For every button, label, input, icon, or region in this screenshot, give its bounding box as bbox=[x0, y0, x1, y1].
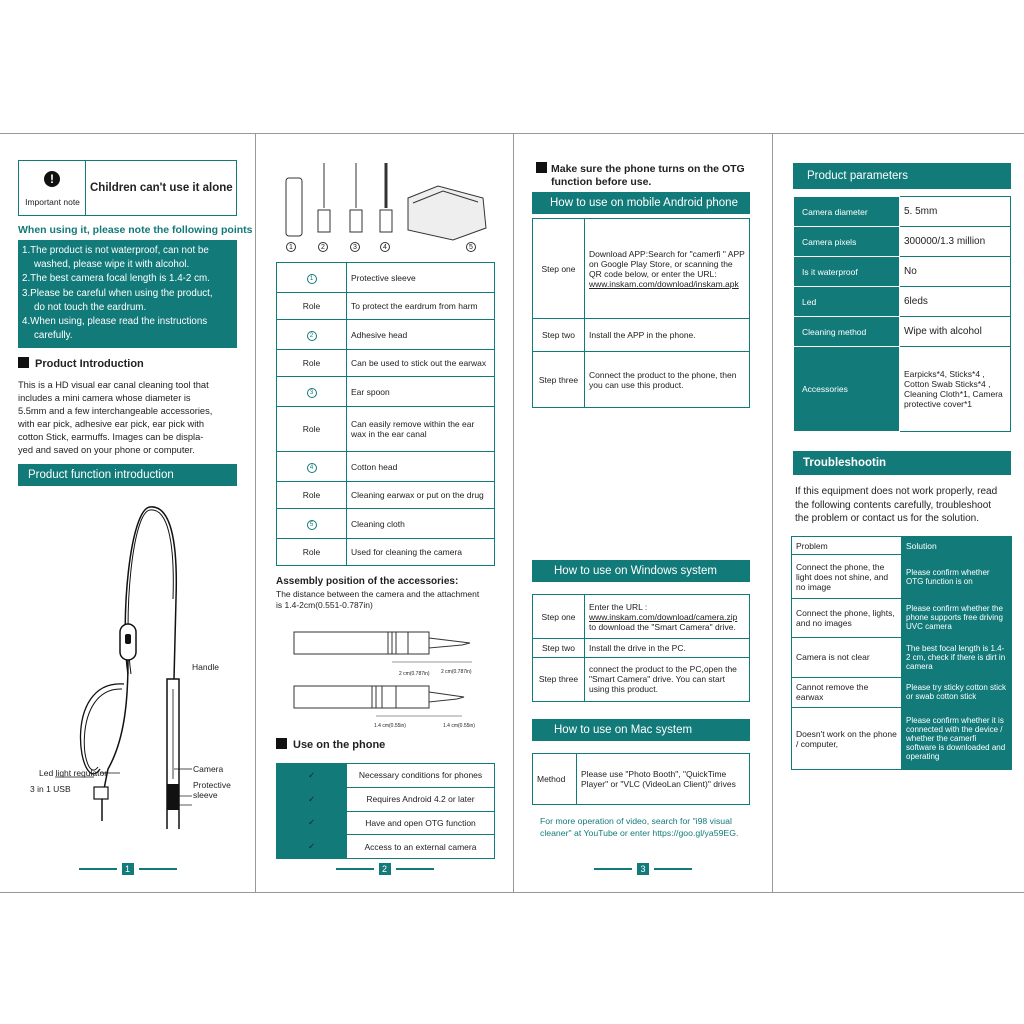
dim-label: 2 cm(0.787in) bbox=[399, 671, 430, 677]
label-handle: Handle bbox=[192, 662, 219, 672]
assembly-heading: Assembly position of the accessories: bbox=[276, 576, 459, 587]
step-label: Step one bbox=[533, 595, 585, 639]
step-text: Install the APP in the phone. bbox=[585, 319, 750, 352]
camera-tip-shape bbox=[167, 784, 179, 810]
param-row bbox=[794, 257, 1011, 287]
step-text: Connect the product to the phone, then you can use this product. bbox=[585, 352, 750, 408]
solution-cell: Please try sticky cotton stick or swab cotton stick bbox=[902, 677, 1012, 708]
accessory-row-value: To protect the eardrum from harm bbox=[347, 293, 495, 320]
accessory-row-value: Cotton head bbox=[347, 451, 495, 481]
param-value: 6leds bbox=[900, 287, 1011, 317]
param-row bbox=[794, 287, 1011, 317]
accessory-row-key bbox=[277, 508, 347, 538]
trouble-intro: If this equipment does not work properly, read the following contents carefully, troubleshoot the problem or contact us for the solution. bbox=[795, 486, 998, 524]
condition-text: Have and open OTG function bbox=[347, 811, 495, 835]
param-value: No bbox=[900, 257, 1011, 287]
accessory-number-row: 1 2 3 4 5 bbox=[286, 242, 496, 254]
label-protective-sleeve: Protective sleeve bbox=[193, 780, 231, 800]
check-icon: ✓ bbox=[277, 787, 347, 811]
warning-icon: ! bbox=[44, 171, 60, 187]
point-line: washed, please wipe it with alcohol. bbox=[34, 259, 190, 271]
bullet-square-icon bbox=[276, 738, 287, 749]
dim-label: 1.4 cm(0.55in) bbox=[374, 723, 406, 729]
param-row bbox=[794, 197, 1011, 227]
trouble-heading: Troubleshootin bbox=[793, 451, 1011, 475]
check-icon: ✓ bbox=[277, 835, 347, 859]
mac-method-text: Please use "Photo Booth", "QuickTime Player" or "VLC (VideoLan Client)" drives bbox=[577, 754, 750, 805]
solution-cell: Please confirm whether it is connected with the device / whether the camerfi software is downloaded and operating bbox=[902, 708, 1012, 770]
solution-cell: The best focal length is 1.4-2 cm, check if there is dirt in camera bbox=[902, 638, 1012, 677]
param-value: Wipe with alcohol bbox=[900, 317, 1011, 347]
windows-steps-table bbox=[532, 594, 750, 702]
trouble-row bbox=[792, 555, 1012, 598]
condition-text: Necessary conditions for phones bbox=[347, 764, 495, 788]
panel-2 bbox=[256, 134, 514, 892]
accessory-row bbox=[277, 451, 495, 481]
trouble-header-row bbox=[792, 537, 1012, 555]
assembly-diagram bbox=[292, 626, 492, 736]
solution-cell: Please confirm whether the phone supports free driving UVC camera bbox=[902, 598, 1012, 637]
point-line: carefully. bbox=[34, 330, 73, 342]
param-value: Earpicks*4, Sticks*4 , Cotton Swab Sticks*4 , Cleaning Cloth*1, Camera protective cover*1 bbox=[900, 347, 1011, 432]
accessory-row-value: Cleaning cloth bbox=[347, 508, 495, 538]
windows-step-row bbox=[533, 639, 750, 658]
problem-cell: Connect the phone, the light does not shine, and no image bbox=[792, 555, 902, 598]
step-label: Step three bbox=[533, 657, 585, 701]
dim-label: 1.4 cm(0.55in) bbox=[443, 723, 475, 729]
accessory-row-value: Can easily remove within the ear wax in the ear canal bbox=[347, 407, 495, 452]
step-text: Enter the URL : www.inskam.com/download/camera.zip to download the "Smart Camera" drive. bbox=[585, 595, 750, 639]
page-number-1: 1 bbox=[0, 860, 255, 878]
accessory-row-key bbox=[277, 451, 347, 481]
condition-row bbox=[277, 835, 495, 859]
apk-download-link[interactable]: www.inskam.com/download/inskam.apk bbox=[589, 278, 739, 289]
accessory-row bbox=[277, 320, 495, 350]
step-text: Install the drive in the PC. bbox=[585, 639, 750, 658]
accessory-number-icon: 5 bbox=[307, 520, 317, 530]
point-line: 2.The best camera focal length is 1.4-2 cm. bbox=[22, 273, 210, 285]
otg-heading: Make sure the phone turns on the OTG function before use. bbox=[536, 162, 745, 189]
accessory-row bbox=[277, 482, 495, 509]
intro-heading: Product Introduction bbox=[18, 357, 144, 370]
trouble-row bbox=[792, 677, 1012, 708]
accessory-row-value: Can be used to stick out the earwax bbox=[347, 350, 495, 377]
accessory-number-icon: 4 bbox=[307, 463, 317, 473]
cleaning-cloth-shape bbox=[408, 186, 486, 240]
accessory-row bbox=[277, 508, 495, 538]
accessory-row bbox=[277, 539, 495, 566]
mac-heading: How to use on Mac system bbox=[532, 719, 750, 741]
problem-cell: Camera is not clear bbox=[792, 638, 902, 677]
accessory-row-key: Role bbox=[277, 293, 347, 320]
children-warning: Children can't use it alone bbox=[90, 182, 233, 194]
panel-1 bbox=[0, 134, 256, 892]
accessory-row-key bbox=[277, 263, 347, 293]
problem-cell: Doesn't work on the phone / computer, bbox=[792, 708, 902, 770]
point-line: do not touch the eardrum. bbox=[34, 301, 147, 313]
android-heading: How to use on mobile Android phone bbox=[532, 192, 750, 214]
points-box bbox=[18, 240, 237, 348]
mac-table bbox=[532, 753, 750, 805]
bullet-square-icon bbox=[18, 357, 29, 368]
step-text: Download APP:Search for "camerfi " APP on Google Play Store, or scanning the QR code below, or enter the URL: www.inskam.com/download/inskam.apk bbox=[585, 219, 750, 319]
label-camera: Camera bbox=[193, 764, 224, 774]
accessory-row-value: Protective sleeve bbox=[347, 263, 495, 293]
param-name: Led bbox=[794, 287, 900, 317]
trouble-row bbox=[792, 708, 1012, 770]
accessory-row bbox=[277, 350, 495, 377]
trouble-row bbox=[792, 598, 1012, 637]
accessory-row-value: Ear spoon bbox=[347, 377, 495, 407]
usb-connector-shape bbox=[94, 787, 108, 799]
condition-row bbox=[277, 787, 495, 811]
problem-header: Problem bbox=[792, 537, 902, 555]
point-line: 1.The product is not waterproof, can not be bbox=[22, 245, 209, 256]
page-number-2: 2 bbox=[256, 860, 513, 878]
step-text: connect the product to the PC,open the "Smart Camera" drive. You can start using this product. bbox=[585, 657, 750, 701]
assembly-text: The distance between the camera and the attachment is 1.4-2cm(0.551-0.787in) bbox=[276, 589, 480, 610]
param-name: Accessories bbox=[794, 347, 900, 432]
accessory-row-key bbox=[277, 320, 347, 350]
params-table bbox=[793, 196, 1011, 432]
intro-text: This is a HD visual ear canal cleaning tool that includes a mini camera whose diameter is 5.5mm and a few interchangeable accessories, with ear pick, adhesive ear pick, ear pick with cotton Stick, earmuffs. Images can be displa- yed and saved on your phone or computer. bbox=[18, 380, 213, 455]
check-icon: ✓ bbox=[277, 811, 347, 835]
camera-zip-link[interactable]: www.inskam.com/download/camera.zip bbox=[589, 611, 738, 622]
video-footer: For more operation of video, search for "i98 visual cleaner" at YouTube or enter https://goo.gl/ya59EG. bbox=[540, 816, 739, 838]
solution-header: Solution bbox=[902, 537, 1012, 555]
windows-heading: How to use on Windows system bbox=[532, 560, 750, 582]
mac-method-label: Method bbox=[533, 754, 577, 805]
label-usb: 3 in 1 USB bbox=[30, 784, 71, 794]
sleeve-shape bbox=[286, 178, 302, 236]
accessory-table bbox=[276, 262, 495, 566]
param-row bbox=[794, 227, 1011, 257]
important-note-label: Important note bbox=[25, 197, 80, 207]
function-heading: Product function introduction bbox=[18, 464, 237, 486]
panel-4 bbox=[773, 134, 1024, 892]
accessory-row-value: Used for cleaning the camera bbox=[347, 539, 495, 566]
point-line: 3.Please be careful when using the product, bbox=[22, 287, 213, 299]
android-step-row bbox=[533, 319, 750, 352]
points-heading: When using it, please note the following points bbox=[18, 224, 253, 236]
accessory-row bbox=[277, 377, 495, 407]
problem-cell: Connect the phone, lights, and no images bbox=[792, 598, 902, 637]
accessory-row-key: Role bbox=[277, 539, 347, 566]
dim-label: 2 cm(0.787in) bbox=[441, 669, 472, 675]
phone-conditions-table bbox=[276, 763, 495, 859]
accessory-row bbox=[277, 293, 495, 320]
param-value: 5. 5mm bbox=[900, 197, 1011, 227]
accessory-number-icon: 3 bbox=[307, 388, 317, 398]
check-icon: ✓ bbox=[277, 764, 347, 788]
param-name: Is it waterproof bbox=[794, 257, 900, 287]
accessory-number-icon: 1 bbox=[307, 274, 317, 284]
param-value: 300000/1.3 million bbox=[900, 227, 1011, 257]
accessory-row-key bbox=[277, 377, 347, 407]
accessory-row bbox=[277, 263, 495, 293]
step-label: Step three bbox=[533, 352, 585, 408]
param-name: Camera pixels bbox=[794, 227, 900, 257]
accessory-row-value: Adhesive head bbox=[347, 320, 495, 350]
accessory-row-key: Role bbox=[277, 350, 347, 377]
point-line: 4.When using, please read the instructions bbox=[22, 316, 208, 328]
important-note-box bbox=[18, 160, 237, 216]
accessory-row-key: Role bbox=[277, 482, 347, 509]
param-name: Camera diameter bbox=[794, 197, 900, 227]
param-row bbox=[794, 317, 1011, 347]
android-step-row bbox=[533, 219, 750, 319]
accessory-row-value: Cleaning earwax or put on the drug bbox=[347, 482, 495, 509]
solution-cell: Please confirm whether OTG function is on bbox=[902, 555, 1012, 598]
brochure-sheet bbox=[0, 133, 1024, 893]
label-led-regulator: Led light regulator bbox=[39, 768, 108, 778]
step-label: Step two bbox=[533, 319, 585, 352]
step-label: Step two bbox=[533, 639, 585, 658]
condition-row bbox=[277, 811, 495, 835]
bullet-square-icon bbox=[536, 162, 547, 173]
params-heading: Product parameters bbox=[793, 163, 1011, 189]
condition-row bbox=[277, 764, 495, 788]
param-name: Cleaning method bbox=[794, 317, 900, 347]
step-label: Step one bbox=[533, 219, 585, 319]
use-on-phone-heading: Use on the phone bbox=[276, 738, 385, 751]
condition-text: Access to an external camera bbox=[347, 835, 495, 859]
accessory-row bbox=[277, 407, 495, 452]
accessory-number-icon: 2 bbox=[307, 331, 317, 341]
condition-text: Requires Android 4.2 or later bbox=[347, 787, 495, 811]
panel-3 bbox=[514, 134, 773, 892]
problem-cell: Cannot remove the earwax bbox=[792, 677, 902, 708]
accessory-row-key: Role bbox=[277, 407, 347, 452]
android-step-row bbox=[533, 352, 750, 408]
android-steps-table bbox=[532, 218, 750, 408]
windows-step-row bbox=[533, 657, 750, 701]
param-row bbox=[794, 347, 1011, 432]
trouble-table bbox=[791, 536, 1012, 770]
page-number-3: 3 bbox=[514, 860, 772, 878]
windows-step-row bbox=[533, 595, 750, 639]
trouble-row bbox=[792, 638, 1012, 677]
